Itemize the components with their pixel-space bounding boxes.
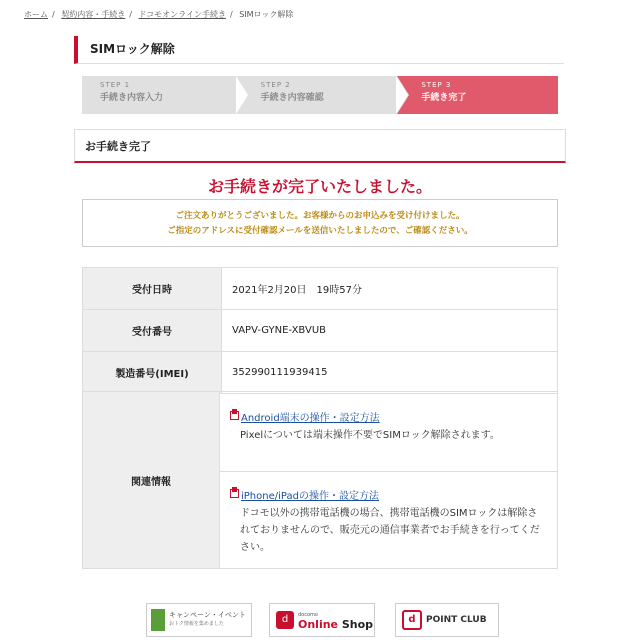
gift-icon [151, 609, 165, 631]
notice-line-2: ご指定のアドレスに受付確認メールを送信いたしましたので、ご確認ください。 [167, 226, 473, 236]
step-1 [82, 76, 237, 114]
step-3 [397, 76, 558, 114]
reception-number-label: 受付番号 [83, 310, 222, 352]
notice-box [82, 199, 558, 247]
reception-number-value: VAPV-GYNE-XBVUB [222, 310, 558, 352]
campaign-banner[interactable] [146, 603, 252, 637]
breadcrumb-current: SIMロック解除 [239, 10, 294, 19]
iphone-settings-description: ドコモ以外の携帯電話機の場合、携帯電話機のSIMロックは解除されておりませんので、販売元の通信事業者でお手続きを行ってください。 [240, 508, 540, 553]
breadcrumb-online-procedures[interactable]: ドコモオンライン手続き [138, 10, 226, 19]
imei-label: 製造番号(IMEI) [83, 352, 222, 394]
breadcrumb-separator: / [229, 10, 233, 19]
android-settings-description: Pixelについては端末操作不要でSIMロック解除されます。 [240, 430, 500, 441]
related-info-label: 関連情報 [83, 392, 220, 568]
imei-value: 352990111939415 [222, 352, 558, 394]
step-2-label: 手続き内容確認 [260, 93, 324, 103]
notice-line-1: ご注文ありがとうございました。お客様からのお申込みを受け付けました。 [175, 211, 465, 221]
external-link-icon [230, 411, 239, 420]
step-1-number: STEP 1 [100, 81, 131, 89]
shopping-bag-icon: d [276, 611, 294, 629]
step-3-number: STEP 3 [421, 81, 452, 89]
reception-datetime-label: 受付日時 [83, 268, 222, 310]
step-indicator [82, 76, 558, 114]
dpoint-logo-icon: d [402, 610, 422, 630]
page-title: SIMロック解除 [74, 36, 564, 64]
breadcrumb-separator: / [129, 10, 132, 19]
breadcrumb-home[interactable]: ホーム [24, 10, 48, 19]
completion-message: お手続きが完了いたしました。 [207, 177, 432, 196]
table-row [83, 310, 558, 352]
breadcrumb-separator: / [52, 10, 55, 19]
related-info-table [82, 391, 558, 569]
step-2 [237, 76, 398, 114]
external-link-icon [230, 489, 239, 498]
list-item [220, 472, 557, 556]
step-3-label: 手続き完了 [421, 93, 467, 103]
android-settings-link[interactable]: Android端末の操作・設定方法 [241, 413, 380, 424]
shop-word: Shop [341, 618, 374, 631]
step-arrow-icon [237, 76, 249, 114]
breadcrumb [24, 9, 293, 20]
dpoint-club-banner[interactable] [395, 603, 499, 637]
online-shop-brand: docomo [298, 612, 318, 618]
dpoint-club-label: POINT CLUB [426, 615, 487, 625]
campaign-banner-subtitle: おトク情報を集めました [169, 621, 224, 627]
step-arrow-icon [397, 76, 409, 114]
step-1-label: 手続き内容入力 [100, 93, 164, 103]
online-shop-banner[interactable] [269, 603, 375, 637]
list-item [220, 392, 557, 472]
section-heading: お手続き完了 [74, 129, 566, 163]
breadcrumb-contract[interactable]: 契約内容・手続き [61, 10, 126, 19]
iphone-settings-link[interactable]: iPhone/iPadの操作・設定方法 [241, 491, 379, 502]
reception-info-table [82, 267, 558, 394]
table-row [83, 268, 558, 310]
campaign-banner-title: キャンペーン・イベント [169, 611, 246, 619]
online-shop-word: Online [298, 618, 339, 631]
reception-datetime-value: 2021年2月20日 19時57分 [222, 268, 558, 310]
step-2-number: STEP 2 [260, 81, 291, 89]
related-info-body [220, 392, 557, 568]
table-row [83, 352, 558, 394]
